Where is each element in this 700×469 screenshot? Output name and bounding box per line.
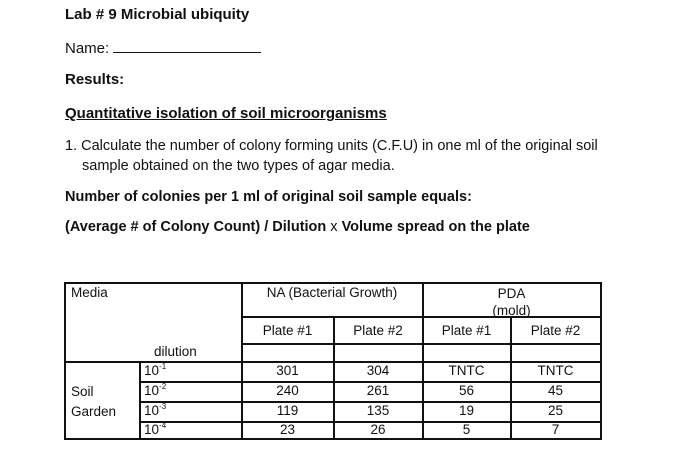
pda-plate2-cell: 25 (547, 403, 564, 418)
sample-label: Soil Garden (71, 384, 117, 419)
pda-plate1-cell: 19 (458, 403, 475, 418)
pda-plate1-cell: TNTC (448, 363, 485, 378)
na-plate2-cell: 135 (366, 403, 390, 418)
name-blank-field (113, 38, 261, 53)
na-plate1-cell: 119 (276, 403, 299, 418)
formula-part-2: Volume spread on the plate (341, 219, 530, 235)
pda-header: PDA (mold) (492, 286, 531, 318)
table-divider (241, 343, 600, 345)
dilution-cell: $10^{-2}$ (144, 382, 167, 398)
na-plate1-cell: 240 (276, 383, 299, 398)
pda-plate1-cell: 5 (462, 422, 471, 437)
instruction-line-1: Calculate the number of colony forming units (C.F.U) in one ml of the original soil (81, 138, 598, 154)
lab-title: Lab # 9 Microbial ubiquity (65, 6, 250, 23)
plate-header: Plate #1 (262, 323, 313, 338)
results-label: Results: (65, 71, 125, 88)
name-line (65, 38, 261, 57)
formula-line (65, 219, 530, 235)
instruction-line-2: sample obtained on the two types of agar media. (82, 158, 395, 174)
pda-plate2-cell: 7 (551, 422, 560, 437)
na-plate1-cell: 23 (279, 422, 296, 437)
pda-plate2-cell: 45 (547, 383, 564, 398)
results-table (64, 282, 602, 440)
instruction-paragraph (65, 136, 625, 176)
na-plate2-cell: 304 (366, 363, 390, 378)
formula-operator: x (330, 219, 338, 235)
plate-header: Plate #1 (441, 323, 492, 338)
na-plate2-cell: 26 (370, 422, 386, 437)
dilution-header: dilution (154, 344, 197, 359)
pda-plate1-cell: 56 (458, 383, 475, 398)
instruction-number: 1. (65, 138, 78, 154)
pda-plate2-cell: TNTC (537, 363, 574, 378)
table-divider (139, 362, 141, 438)
media-header: Media (71, 285, 108, 300)
formula-part-1: (Average # of Colony Count) / Dilution (65, 219, 327, 235)
na-plate1-cell: 301 (276, 363, 299, 378)
section-title: Quantitative isolation of soil microorganisms (65, 105, 387, 122)
dilution-cell: $10^{-1}$ (144, 362, 167, 378)
na-plate2-cell: 261 (366, 383, 390, 398)
formula-heading: Number of colonies per 1 ml of original soil sample equals: (65, 189, 472, 205)
plate-header: Plate #2 (353, 323, 403, 338)
dilution-cell: $10^{-3}$ (144, 402, 167, 418)
name-label: Name: (65, 40, 110, 57)
dilution-cell: $10^{-4}$ (144, 421, 167, 437)
plate-header: Plate #2 (530, 323, 581, 338)
na-header: NA (Bacterial Growth) (266, 285, 398, 300)
